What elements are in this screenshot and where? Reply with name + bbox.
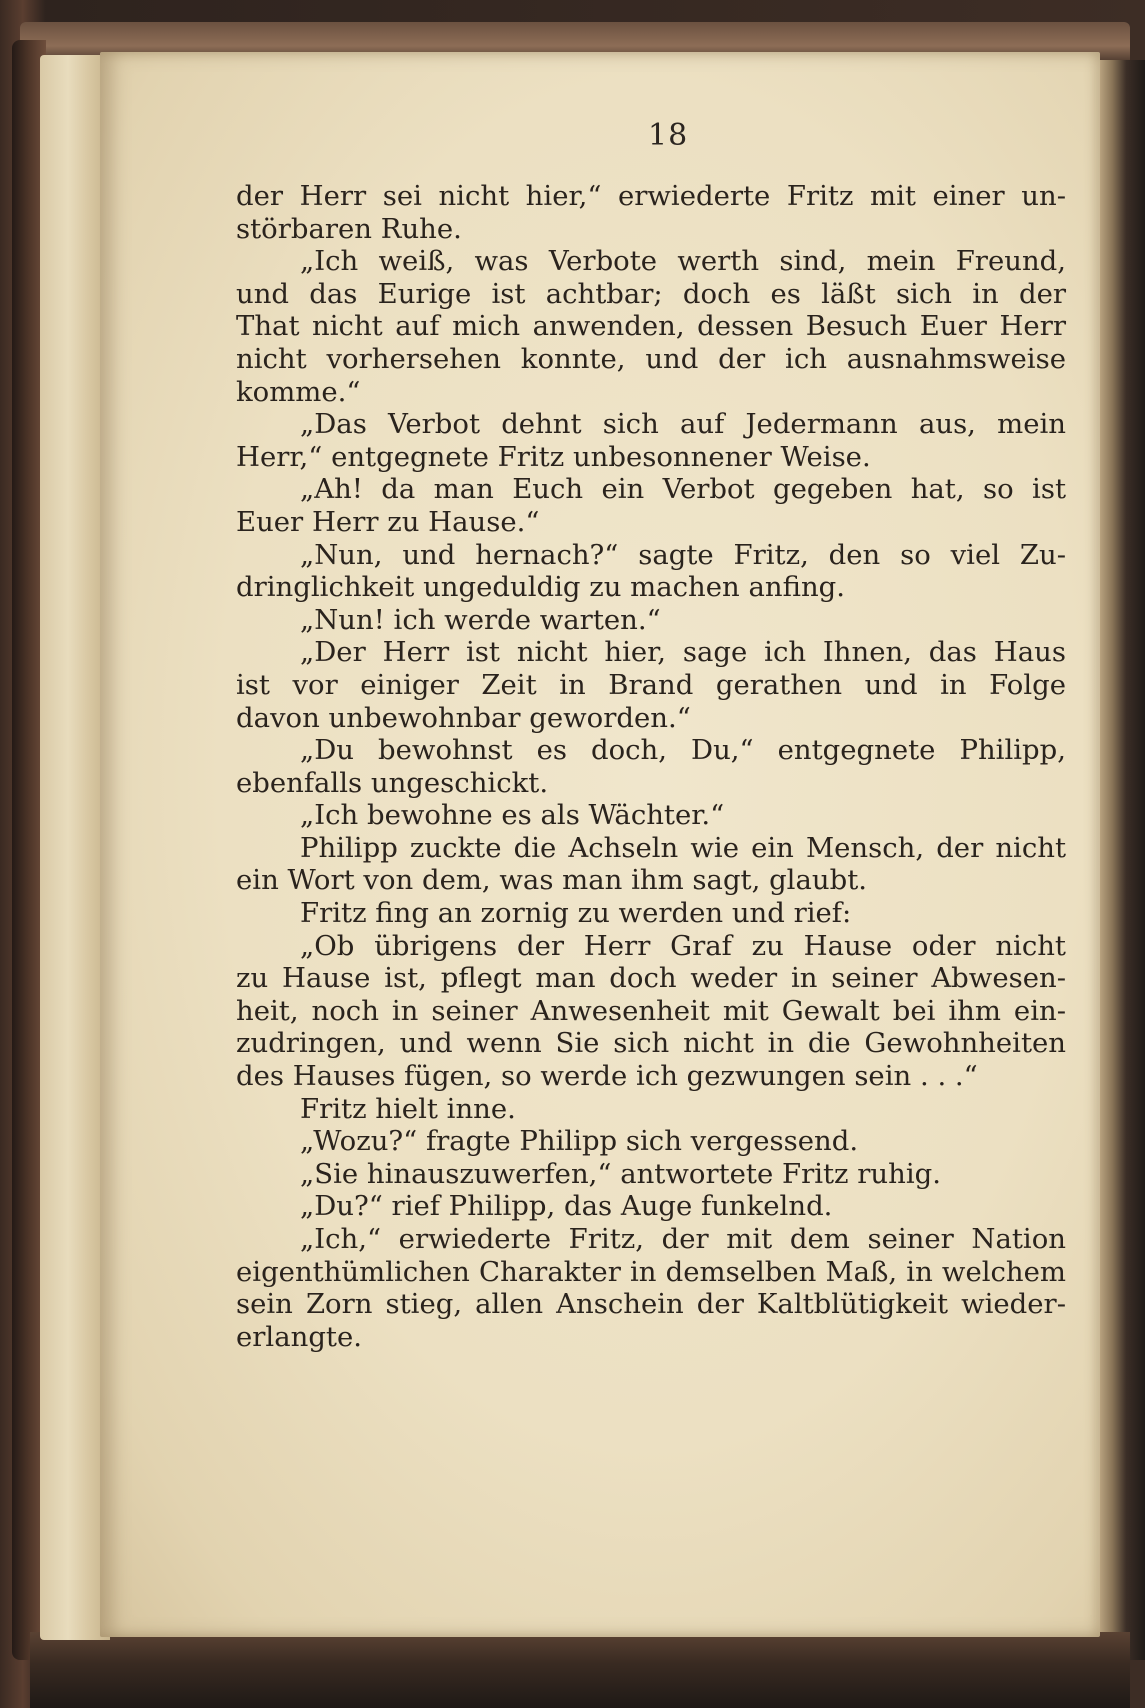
text-line: „Nun! ich werde warten.“ (300, 603, 661, 636)
text-line: „Ich bewohne es als Wächter.“ (300, 799, 725, 832)
text-line: Philipp zuckte die Achseln wie ein Mensch, der nicht (300, 831, 1066, 864)
text-line: und das Eurige ist achtbar; doch es läßt sich in der (236, 277, 1066, 310)
text-line: ebenfalls ungeschickt. (236, 766, 549, 799)
text-line: „Ob übrigens der Herr Graf zu Hause oder nicht (300, 929, 1066, 962)
text-line: Fritz fing an zornig zu werden und rief: (300, 897, 852, 930)
text-line: „Du?“ rief Philipp, das Auge funkelnd. (300, 1190, 833, 1223)
body-text (236, 180, 1066, 1353)
text-line: Fritz hielt inne. (300, 1092, 516, 1125)
text-line: „Sie hinauszuwerfen,“ antwortete Fritz ruhig. (300, 1157, 941, 1190)
text-line: „Ah! da man Euch ein Verbot gegeben hat, so ist (300, 473, 1066, 506)
text-line: ein Wort von dem, was man ihm sagt, glaubt. (236, 864, 867, 897)
text-line: „Nun, und hernach?“ sagte Fritz, den so viel Zu- (300, 538, 1066, 571)
page-right-edge (1098, 60, 1145, 1660)
text-line: dringlichkeit ungeduldig zu machen anfing. (236, 571, 846, 604)
text-line: nicht vorhersehen konnte, und der ich ausnahmsweise (236, 342, 1066, 375)
text-line: „Das Verbot dehnt sich auf Jedermann aus, mein (300, 408, 1066, 441)
text-line: störbaren Ruhe. (236, 212, 462, 245)
text-line: „Wozu?“ fragte Philipp sich vergessend. (300, 1125, 859, 1158)
text-line: eigenthümlichen Charakter in demselben Maß, in welchem (236, 1255, 1066, 1288)
text-line: sein Zorn stieg, allen Anschein der Kaltblütigkeit wieder- (236, 1288, 1066, 1321)
text-line: davon unbewohnbar geworden.“ (236, 701, 691, 734)
text-line: „Ich weiß, was Verbote werth sind, mein Freund, (300, 245, 1066, 278)
book-cover-bottom-edge (30, 1632, 1130, 1708)
text-line: komme.“ (236, 375, 361, 408)
text-line: That nicht auf mich anwenden, dessen Besuch Euer Herr (236, 310, 1066, 343)
text-line: der Herr sei nicht hier,“ erwiederte Fritz mit einer un- (236, 180, 1066, 212)
text-line: heit, noch in seiner Anwesenheit mit Gewalt bei ihm ein- (236, 994, 1066, 1027)
page-number: 18 (648, 118, 689, 153)
text-line: Herr,“ entgegnete Fritz unbesonnener Weise. (236, 440, 871, 473)
text-line: des Hauses fügen, so werde ich gezwungen sein . . .“ (236, 1060, 978, 1093)
text-line: zu Hause ist, pflegt man doch weder in seiner Abwesen- (236, 962, 1066, 995)
text-line: „Der Herr ist nicht hier, sage ich Ihnen, das Haus (300, 636, 1066, 669)
text-line: erlangte. (236, 1320, 362, 1353)
text-line: ist vor einiger Zeit in Brand gerathen und in Folge (236, 668, 1066, 701)
text-line: „Ich,“ erwiederte Fritz, der mit dem seiner Nation (300, 1223, 1066, 1255)
text-line: Euer Herr zu Hause.“ (236, 505, 540, 538)
text-line: „Du bewohnst es doch, Du,“ entgegnete Philipp, (300, 734, 1066, 767)
text-line: zudringen, und wenn Sie sich nicht in die Gewohnheiten (236, 1027, 1066, 1060)
